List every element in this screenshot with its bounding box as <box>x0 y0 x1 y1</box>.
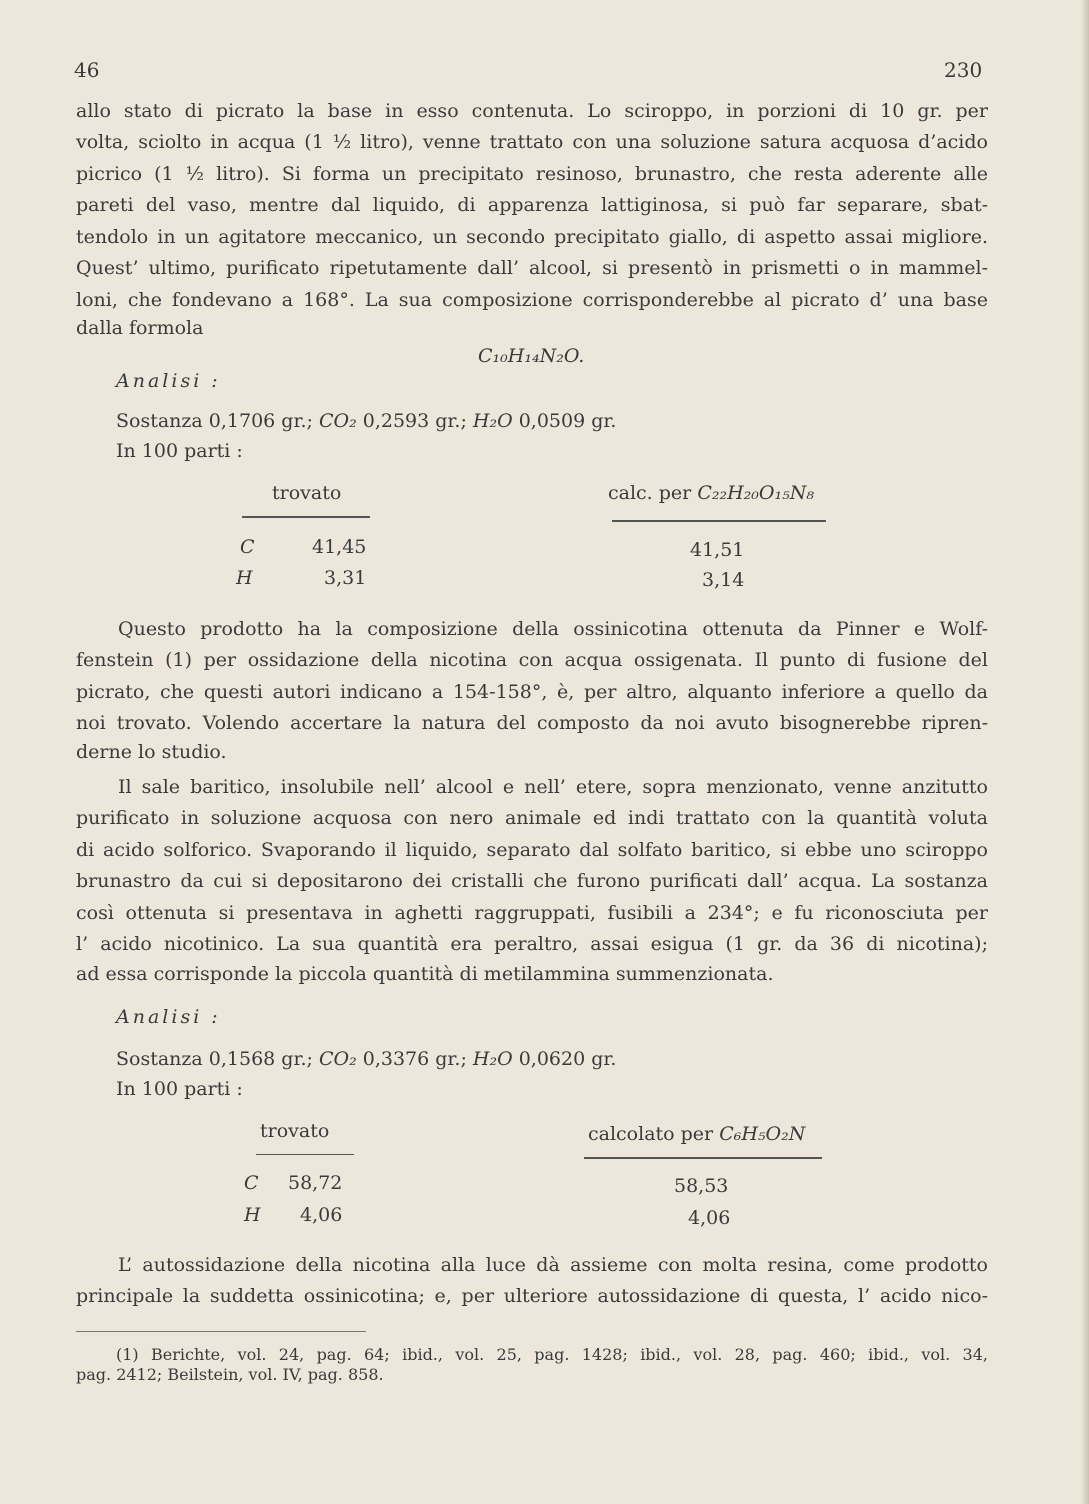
page-number-left: 46 <box>74 58 100 82</box>
text-line: dalla formola <box>76 317 204 339</box>
value-calc: 41,51 <box>690 539 745 561</box>
formula: C₁₀H₁₄N₂O. <box>478 345 585 367</box>
footnote-line: (1) Berichte, vol. 24, pag. 64; ibid., vol. 25, pag. 1428; ibid., vol. 28, pag. 460; ibid., vol. 34, <box>116 1345 988 1364</box>
text-line: tendolo in un agitatore meccanico, un secondo precipitato giallo, di aspetto assai migliore. <box>76 226 988 248</box>
text-line: l’ acido nicotinico. La sua quantità era peraltro, assai esigua (1 gr. da 36 di nicotina); <box>76 933 988 955</box>
text-line: derne lo studio. <box>76 741 227 763</box>
text-line: principale la suddetta ossinicotina; e, per ulteriore autossidazione di questa, l’ acido nico- <box>76 1285 988 1307</box>
value-calc: 3,14 <box>702 569 745 591</box>
analisi-heading: Analisi : <box>116 370 221 392</box>
col-header-found: trovato <box>260 1120 330 1142</box>
text-line: loni, che fondevano a 168°. La sua composizione corrisponderebbe al picrato d’ una base <box>76 289 988 311</box>
brace-rule <box>584 1157 822 1159</box>
in-100-parti: In 100 parti : <box>116 440 243 462</box>
brace-rule <box>242 516 370 518</box>
col-header-calc: calcolato per C₆H₅O₂N <box>588 1123 806 1145</box>
co2-label: CO₂ <box>318 410 357 432</box>
footnote-line: pag. 2412; Beilstein, vol. IV, pag. 858. <box>76 1365 384 1384</box>
element-symbol: H <box>244 1204 261 1226</box>
text-line: noi trovato. Volendo accertare la natura del composto da noi avuto bisognerebbe ripren- <box>76 712 988 734</box>
text-line: Il sale baritico, insolubile nell’ alcool e nell’ etere, sopra menzionato, venne anzitutto <box>118 776 988 798</box>
text-line: ad essa corrisponde la piccola quantità di metilammina summenzionata. <box>76 963 774 985</box>
text-line: allo stato di picrato la base in esso contenuta. Lo sciroppo, in porzioni di 10 gr. per <box>76 100 988 122</box>
value-found: 58,72 <box>288 1172 343 1194</box>
text-line: Quest’ ultimo, purificato ripetutamente dall’ alcool, si presentò in prismetti o in mammel- <box>76 257 988 279</box>
text-line: Questo prodotto ha la composizione della ossinicotina ottenuta da Pinner e Wolf- <box>118 618 988 640</box>
page-edge-shadow <box>1081 0 1089 1504</box>
value-calc: 4,06 <box>688 1207 731 1229</box>
analisi-heading: Analisi : <box>116 1006 221 1028</box>
value-found: 41,45 <box>312 536 367 558</box>
text-line: brunastro da cui si depositarono dei cristalli che furono purificati dall’ acqua. La sostanza <box>76 870 988 892</box>
element-symbol: C <box>240 536 255 558</box>
co2-label: CO₂ <box>318 1048 357 1070</box>
h2o-label: H₂O <box>472 410 513 432</box>
analysis-line: Sostanza 0,1706 gr.; CO₂ 0,2593 gr.; H₂O 0,0509 gr. <box>116 410 617 432</box>
col-header-calc: calc. per C₂₂H₂₀O₁₅N₈ <box>608 482 814 504</box>
in-100-parti: In 100 parti : <box>116 1078 243 1100</box>
text-line: così ottenuta si presentava in aghetti raggruppati, fusibili a 234°; e fu riconosciuta per <box>76 902 988 924</box>
value-found: 4,06 <box>300 1204 343 1226</box>
value-calc: 58,53 <box>674 1175 729 1197</box>
text-line: di acido solforico. Svaporando il liquido, separato dal solfato baritico, si ebbe uno sciroppo <box>76 839 988 861</box>
analysis-line: Sostanza 0,1568 gr.; CO₂ 0,3376 gr.; H₂O 0,0620 gr. <box>116 1048 617 1070</box>
element-symbol: H <box>236 567 253 589</box>
footnote-rule <box>76 1331 366 1332</box>
value-found: 3,31 <box>324 567 367 589</box>
text-line: L’ autossidazione della nicotina alla luce dà assieme con molta resina, come prodotto <box>118 1254 988 1276</box>
brace-rule <box>256 1154 354 1155</box>
text-line: purificato in soluzione acquosa con nero animale ed indi trattato con la quantità voluta <box>76 807 988 829</box>
text-line: pareti del vaso, mentre dal liquido, di apparenza lattiginosa, si può far separare, sbat- <box>76 194 988 216</box>
h2o-label: H₂O <box>472 1048 513 1070</box>
text-line: fenstein (1) per ossidazione della nicotina con acqua ossigenata. Il punto di fusione del <box>76 649 988 671</box>
col-header-found: trovato <box>272 482 342 504</box>
text-line: picrico (1 ½ litro). Si forma un precipitato resinoso, brunastro, che resta aderente alle <box>76 163 988 185</box>
text-line: picrato, che questi autori indicano a 154-158°, è, per altro, alquanto inferiore a quello da <box>76 681 988 703</box>
text-line: volta, sciolto in acqua (1 ½ litro), venne trattato con una soluzione satura acquosa d’acido <box>76 131 988 153</box>
page-number-right: 230 <box>944 58 983 82</box>
brace-rule <box>612 520 826 522</box>
element-symbol: C <box>244 1172 259 1194</box>
